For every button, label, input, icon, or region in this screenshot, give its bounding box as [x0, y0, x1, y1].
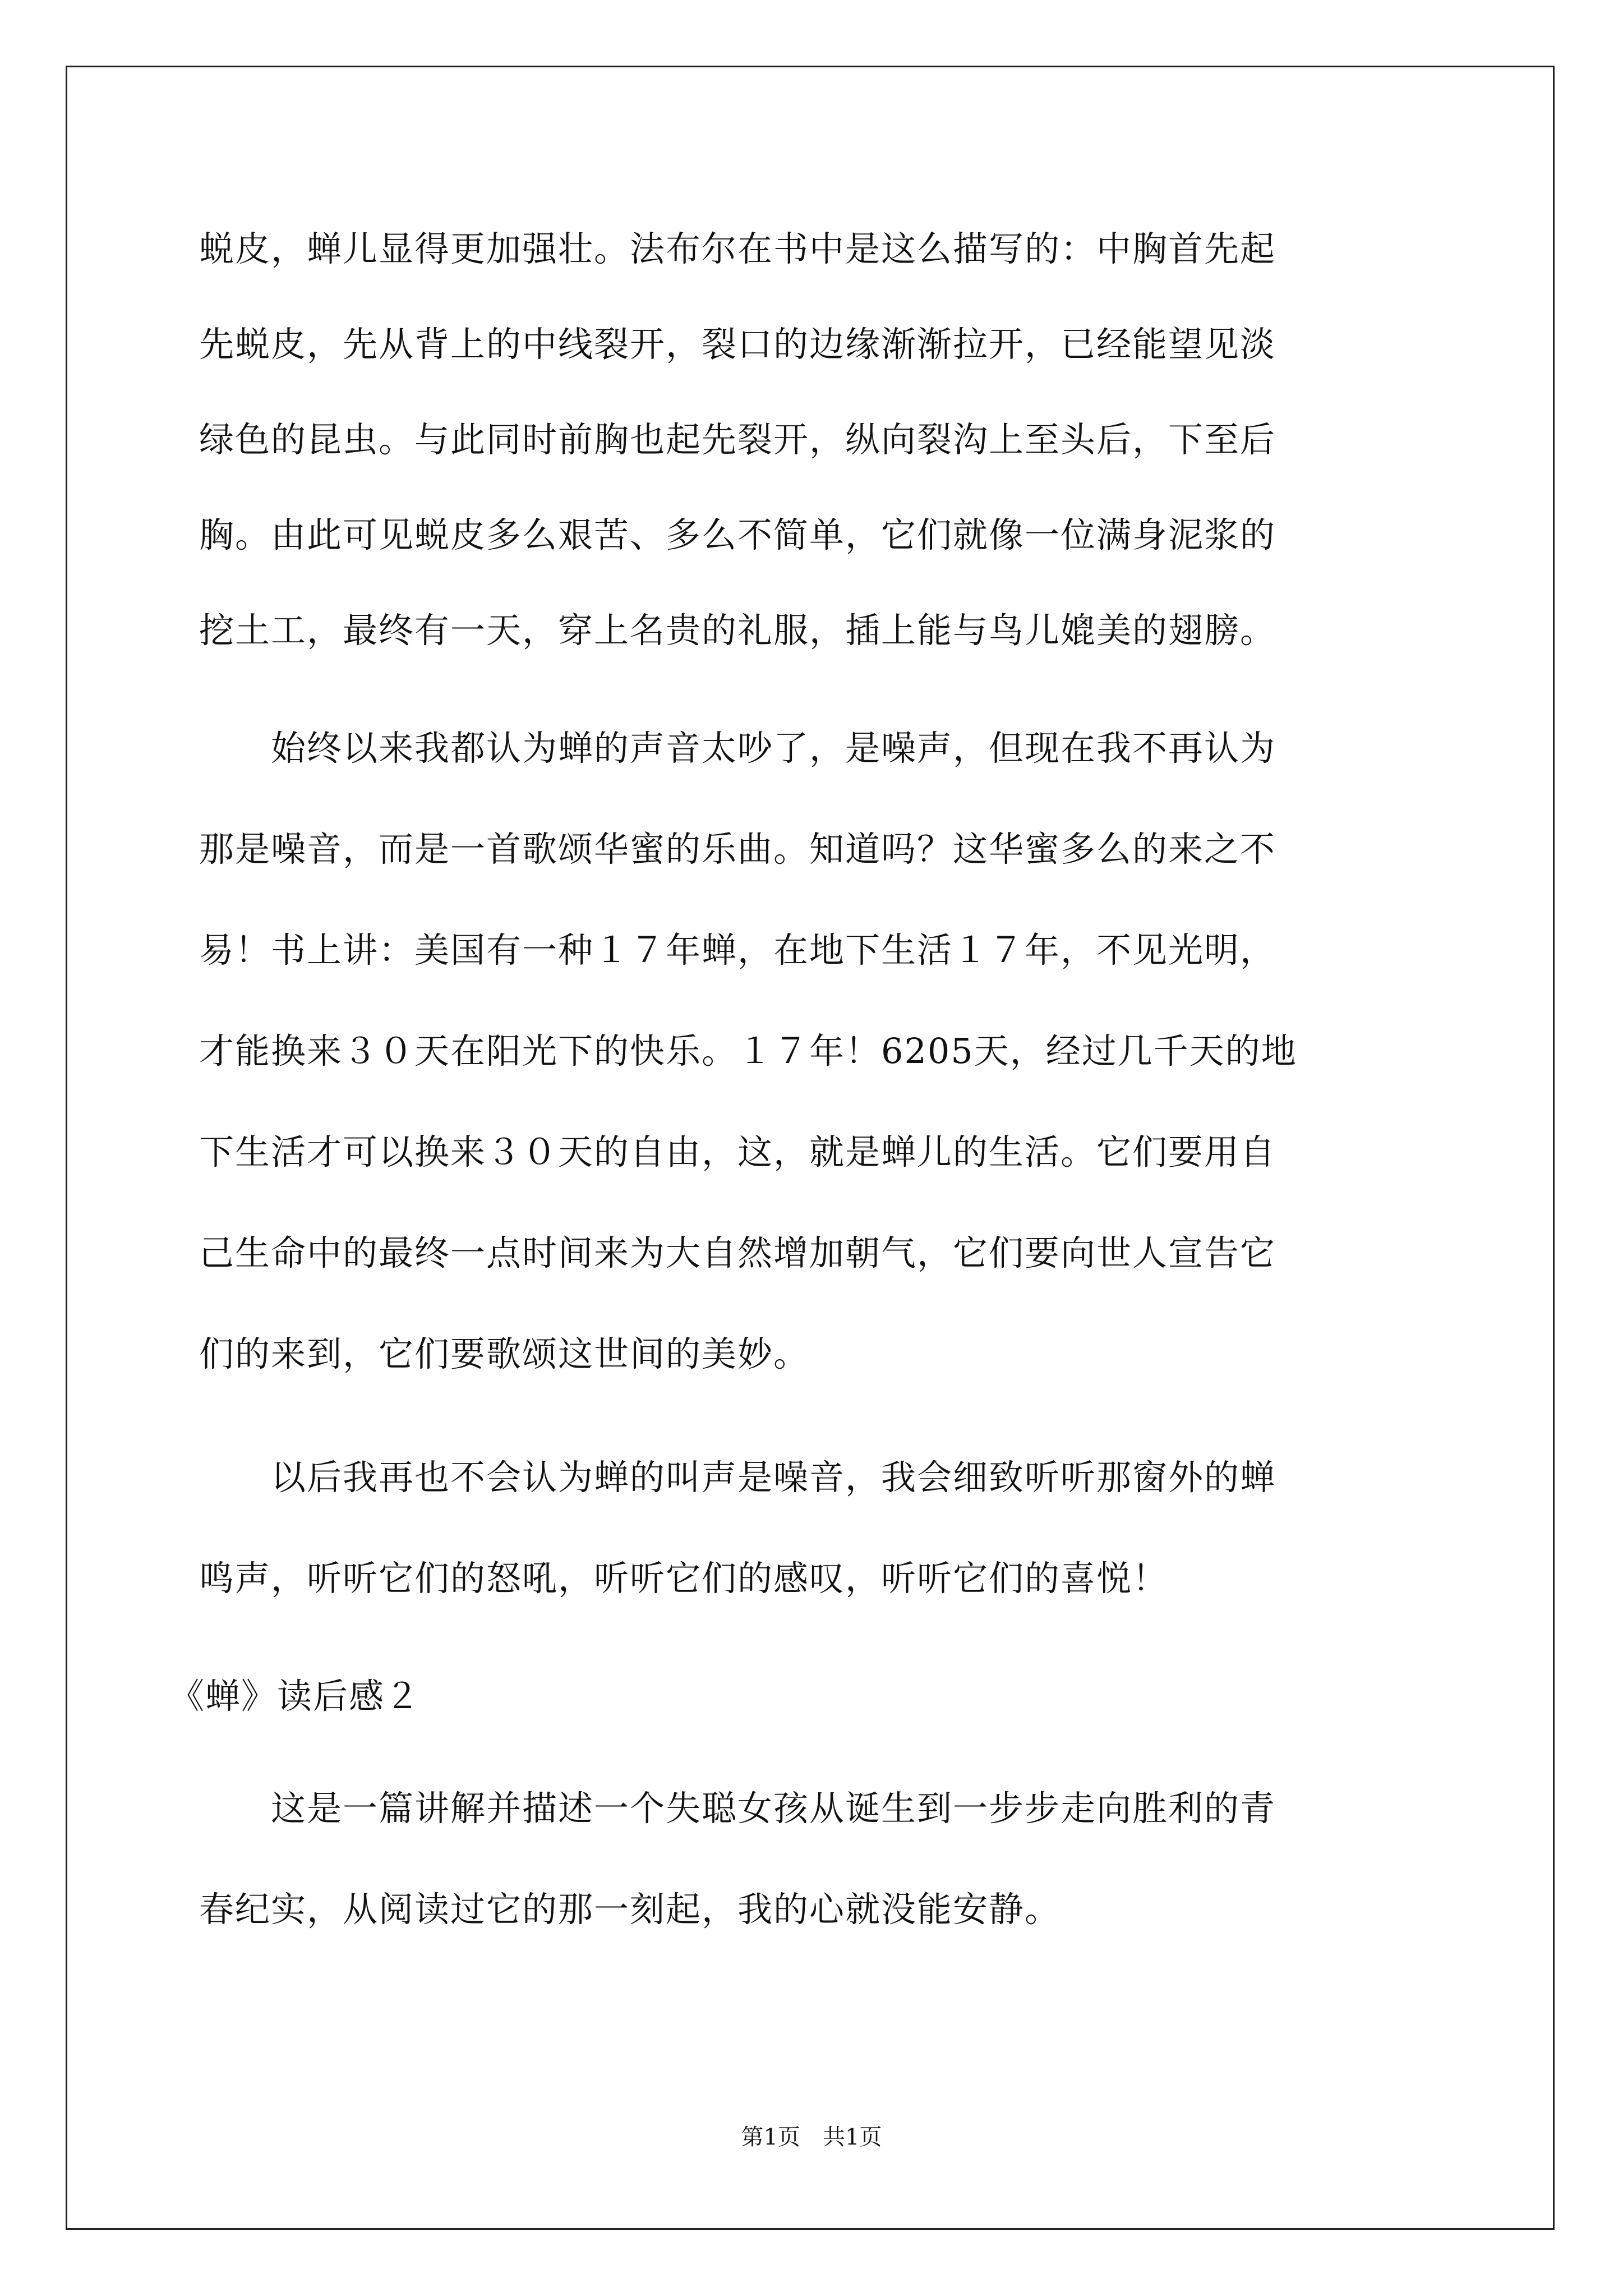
- paragraph-line: 挖土工，最终有一天，穿上名贵的礼服，插上能与鸟儿媲美的翅膀。: [199, 610, 1276, 651]
- paragraph-line: 绿色的昆虫。与此同时前胸也起先裂开，纵向裂沟上至头后，下至后: [199, 419, 1276, 460]
- paragraph-line: 先蜕皮，先从背上的中线裂开，裂口的边缘渐渐拉开，已经能望见淡: [199, 324, 1276, 365]
- paragraph-line: 们的来到，它们要歌颂这世间的美妙。: [199, 1333, 810, 1374]
- paragraph-line: 以后我再也不会认为蝉的叫声是噪音，我会细致听听那窗外的蝉: [199, 1457, 1276, 1498]
- page-footer: 第1页 共1页: [741, 2124, 882, 2150]
- paragraph-line: 春纪实，从阅读过它的那一刻起，我的心就没能安静。: [199, 1889, 1061, 1930]
- paragraph-line: 下生活才可以换来３０天的自由，这，就是蝉儿的生活。它们要用自: [199, 1131, 1276, 1172]
- section-heading: 《蝉》读后感２: [169, 1676, 421, 1717]
- paragraph-line: 易！书上讲：美国有一种１７年蝉，在地下生活１７年，不见光明，: [199, 930, 1276, 970]
- paragraph-line: 鸣声，听听它们的怒吼，听听它们的感叹，听听它们的喜悦！: [199, 1558, 1169, 1599]
- paragraph-line: 蜕皮，蝉儿显得更加强壮。法布尔在书中是这么描写的：中胸首先起: [199, 228, 1276, 269]
- paragraph-line: 那是噪音，而是一首歌颂华蜜的乐曲。知道吗？这华蜜多么的来之不: [199, 829, 1276, 869]
- paragraph-line: 始终以来我都认为蝉的声音太吵了，是噪声，但现在我不再认为: [199, 728, 1276, 769]
- paragraph-line: 才能换来３０天在阳光下的快乐。１７年！6205天，经过几千天的地: [199, 1030, 1297, 1071]
- paragraph-line: 己生命中的最终一点时间来为大自然增加朝气，它们要向世人宣告它: [199, 1232, 1276, 1273]
- paragraph-line: 这是一篇讲解并描述一个失聪女孩从诞生到一步步走向胜利的青: [199, 1788, 1276, 1829]
- paragraph-line: 胸。由此可见蜕皮多么艰苦、多么不简单，它们就像一位满身泥浆的: [199, 514, 1276, 555]
